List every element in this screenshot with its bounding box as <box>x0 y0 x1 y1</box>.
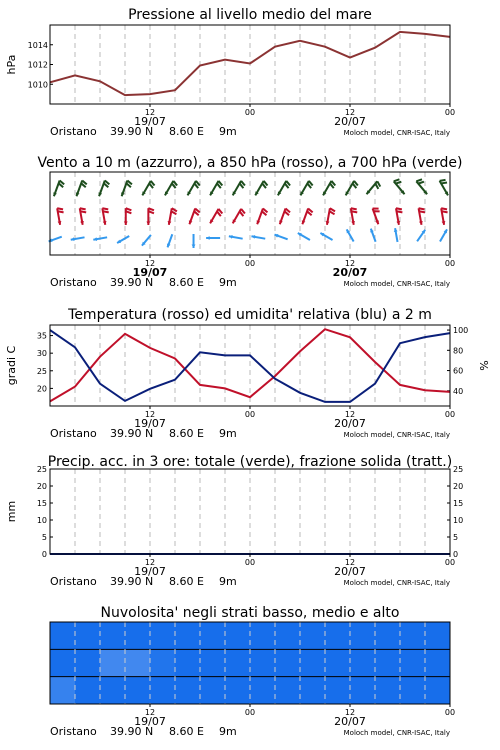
wind-arrow <box>168 208 177 225</box>
wind-arrow <box>142 181 154 196</box>
wind-barb <box>375 184 378 189</box>
cloud-cell <box>125 677 151 704</box>
x-tick-label: 00 <box>244 410 256 419</box>
wind-arrow <box>121 180 132 196</box>
x-tick-label: 00 <box>244 108 256 117</box>
y-tick-label: 15 <box>36 499 47 508</box>
y-axis-label: gradi C <box>5 345 18 386</box>
wind-arrow <box>233 181 245 196</box>
cloud-cell <box>275 649 301 676</box>
date-label: 20/07 <box>334 417 366 430</box>
wind-barb <box>377 181 380 186</box>
wind-barb <box>441 208 447 209</box>
location-lon: 8.60 E <box>169 125 204 138</box>
cloud-cell <box>50 649 76 676</box>
wind-arrow <box>279 208 290 224</box>
y-right-axis-label: % <box>478 360 491 371</box>
x-tick-label: 00 <box>444 410 456 419</box>
date-label: 20/07 <box>334 715 366 728</box>
wind-arrow <box>188 181 200 196</box>
cloud-cell <box>50 677 76 704</box>
cloud-cell <box>325 649 351 676</box>
y-right-tick-label: 10 <box>453 516 464 525</box>
date-label: 19/07 <box>134 565 166 578</box>
y-tick-label: 1012 <box>27 60 48 70</box>
y-right-tick-label: 25 <box>453 465 464 474</box>
wind-arrow <box>189 208 200 224</box>
wind-head <box>192 244 196 248</box>
cloud-cell <box>100 649 126 676</box>
x-tick-label: 12 <box>144 708 156 717</box>
wind-arrow <box>440 229 447 241</box>
location-lat: 39.90 N <box>110 276 154 289</box>
wind-arrow <box>93 237 107 241</box>
cloud-cell <box>175 677 201 704</box>
model-credit: Moloch model, CNR-ISAC, Italy <box>343 729 450 737</box>
wind-arrow <box>419 208 425 225</box>
cloud-cell <box>225 649 251 676</box>
panel-title: Nuvolosita' negli strati basso, medio e alto <box>100 605 400 621</box>
wind-barb <box>103 211 109 212</box>
x-tick-label: 12 <box>344 259 356 268</box>
date-label: 20/07 <box>334 565 366 578</box>
wind-arrow <box>251 235 265 239</box>
model-credit: Moloch model, CNR-ISAC, Italy <box>343 280 450 288</box>
wind-barb <box>416 179 422 181</box>
x-tick-label: 12 <box>344 108 356 117</box>
y-tick-label: 20 <box>36 482 47 491</box>
wind-arrow <box>346 181 358 196</box>
wind-head <box>124 221 128 225</box>
location-elev: 9m <box>219 575 237 588</box>
y-tick-label: 35 <box>36 331 47 341</box>
location-name: Oristano <box>50 575 97 588</box>
wind-barb <box>397 211 403 212</box>
cloud-cell <box>325 677 351 704</box>
y-right-tick-label: 60 <box>453 366 464 376</box>
cloud-cell <box>425 677 451 704</box>
wind-barb <box>419 208 425 209</box>
cloud-cell <box>150 649 176 676</box>
wind-barb <box>441 182 447 183</box>
location-lon: 8.60 E <box>169 427 204 440</box>
cloud-cell <box>400 677 426 704</box>
cloud-cell <box>300 649 326 676</box>
y-right-tick-label: 40 <box>453 386 464 396</box>
location-elev: 9m <box>219 125 237 138</box>
wind-arrow <box>210 209 222 224</box>
cloud-cell <box>350 677 376 704</box>
wind-arrow <box>80 208 86 225</box>
wind-arrow <box>274 234 287 239</box>
wind-barb <box>396 208 402 209</box>
cloud-cell <box>125 622 151 649</box>
wind-barb <box>442 211 448 212</box>
cloud-cell <box>350 622 376 649</box>
wind-arrow <box>396 208 402 225</box>
y-tick-label: 1014 <box>27 40 48 50</box>
y-tick-label: 30 <box>36 349 47 359</box>
location-name: Oristano <box>50 125 97 138</box>
wind-arrow <box>351 208 357 225</box>
cloud-cell <box>375 622 401 649</box>
cloud-cell <box>75 677 101 704</box>
cloud-cell <box>150 677 176 704</box>
wind-barb <box>351 211 357 212</box>
cloud-cell <box>200 649 226 676</box>
cloud-cell <box>100 677 126 704</box>
y-right-tick-label: 100 <box>453 326 469 336</box>
cloud-cell <box>200 622 226 649</box>
location-lat: 39.90 N <box>110 125 154 138</box>
wind-barb <box>440 180 446 181</box>
wind-arrow <box>71 237 85 241</box>
location-lat: 39.90 N <box>110 427 154 440</box>
wind-arrow <box>210 181 222 196</box>
x-tick-label: 00 <box>244 708 256 717</box>
wind-barb <box>418 182 424 184</box>
x-tick-label: 00 <box>444 708 456 717</box>
cloud-cell <box>100 622 126 649</box>
x-tick-label: 00 <box>444 108 456 117</box>
panel-title: Vento a 10 m (azzurro), a 850 hPa (rosso), a 700 hPa (verde) <box>37 155 463 171</box>
wind-arrow <box>206 236 220 240</box>
cloud-cell <box>75 649 101 676</box>
x-tick-label: 12 <box>344 558 356 567</box>
y-right-tick-label: 80 <box>453 346 464 356</box>
y-tick-label: 20 <box>36 384 47 394</box>
wind-arrow <box>117 236 129 243</box>
location-lon: 8.60 E <box>169 575 204 588</box>
cloud-cell <box>250 622 276 649</box>
wind-arrow <box>394 228 398 242</box>
wind-head <box>206 236 210 240</box>
wind-arrow <box>300 181 312 196</box>
wind-arrow <box>416 179 427 194</box>
panel-2 <box>37 155 462 289</box>
cloud-cell <box>50 622 76 649</box>
wind-barb <box>102 208 108 209</box>
model-credit: Moloch model, CNR-ISAC, Italy <box>343 129 450 137</box>
location-lon: 8.60 E <box>169 276 204 289</box>
cloud-cell <box>225 677 251 704</box>
model-credit: Moloch model, CNR-ISAC, Italy <box>343 579 450 587</box>
date-label: 19/07 <box>134 715 166 728</box>
wind-arrow <box>326 208 335 225</box>
cloud-cell <box>125 649 151 676</box>
date-label: 20/07 <box>332 266 368 279</box>
date-label: 20/07 <box>334 115 366 128</box>
panel-4 <box>5 454 463 588</box>
x-tick-label: 00 <box>444 259 456 268</box>
x-tick-label: 12 <box>144 558 156 567</box>
wind-barb <box>351 208 357 209</box>
cloud-cell <box>275 622 301 649</box>
x-tick-label: 12 <box>144 259 156 268</box>
panel-title: Precip. acc. in 3 ore: totale (verde), frazione solida (tratt.) <box>47 454 453 470</box>
wind-arrow <box>257 208 268 224</box>
wind-arrow <box>367 181 381 194</box>
date-label: 19/07 <box>132 266 168 279</box>
wind-arrow <box>124 208 132 225</box>
y-right-tick-label: 0 <box>453 550 459 559</box>
cloud-cell <box>175 649 201 676</box>
wind-barb <box>419 211 425 212</box>
cloud-cell <box>225 622 251 649</box>
x-tick-label: 12 <box>344 410 356 419</box>
location-name: Oristano <box>50 276 97 289</box>
panel-1 <box>5 7 455 138</box>
y-tick-label: 0 <box>41 550 47 559</box>
wind-arrow <box>76 180 87 196</box>
location-name: Oristano <box>50 427 97 440</box>
panel-5 <box>50 605 455 738</box>
location-lon: 8.60 E <box>169 725 204 738</box>
wind-arrow <box>229 235 243 239</box>
cloud-cell <box>400 649 426 676</box>
wind-arrow <box>441 208 447 225</box>
y-tick-label: 25 <box>36 465 47 474</box>
wind-arrow <box>255 181 267 196</box>
cloud-cell <box>300 677 326 704</box>
cloud-cell <box>250 677 276 704</box>
wind-barb <box>80 208 86 209</box>
wind-arrow <box>417 230 425 241</box>
wind-barb <box>57 208 63 209</box>
y-axis-label: hPa <box>5 54 18 75</box>
cloud-cell <box>200 677 226 704</box>
x-tick-label: 00 <box>444 558 456 567</box>
cloud-cell <box>425 622 451 649</box>
location-elev: 9m <box>219 276 237 289</box>
cloud-cell <box>325 622 351 649</box>
wind-arrow <box>373 208 380 224</box>
model-credit: Moloch model, CNR-ISAC, Italy <box>343 431 450 439</box>
wind-barb <box>58 211 64 212</box>
x-tick-label: 00 <box>244 259 256 268</box>
cloud-cell <box>375 677 401 704</box>
cloud-cell <box>425 649 451 676</box>
cloud-cell <box>350 649 376 676</box>
y-right-tick-label: 5 <box>453 533 459 542</box>
wind-head <box>146 221 150 225</box>
wind-arrow <box>192 234 196 248</box>
cloud-cell <box>75 622 101 649</box>
x-tick-label: 12 <box>144 410 156 419</box>
wind-arrow <box>57 208 63 225</box>
panel-title: Temperatura (rosso) ed umidita' relativa (blu) a 2 m <box>68 307 432 323</box>
x-tick-label: 00 <box>244 558 256 567</box>
x-tick-label: 12 <box>344 708 356 717</box>
location-lat: 39.90 N <box>110 725 154 738</box>
date-label: 19/07 <box>134 115 166 128</box>
wind-barb <box>80 211 86 212</box>
y-right-tick-label: 15 <box>453 499 464 508</box>
panel-3 <box>5 307 491 440</box>
wind-arrow <box>320 233 332 240</box>
y-tick-label: 25 <box>36 366 47 376</box>
location-elev: 9m <box>219 725 237 738</box>
pressure-line <box>50 32 450 95</box>
cloud-cell <box>275 677 301 704</box>
location-name: Oristano <box>50 725 97 738</box>
x-tick-label: 12 <box>144 108 156 117</box>
wind-arrow <box>394 179 405 194</box>
wind-arrow <box>102 208 108 225</box>
cloud-cell <box>250 649 276 676</box>
location-elev: 9m <box>219 427 237 440</box>
wind-arrow <box>233 209 245 224</box>
panel-title: Pressione al livello medio del mare <box>128 7 372 23</box>
wind-arrow <box>167 234 172 247</box>
y-right-tick-label: 20 <box>453 482 464 491</box>
wind-arrow <box>302 208 313 224</box>
wind-arrow <box>440 180 448 196</box>
date-label: 19/07 <box>134 417 166 430</box>
cloud-cell <box>300 622 326 649</box>
wind-arrow <box>49 237 62 242</box>
wind-arrow <box>278 181 290 196</box>
y-tick-label: 1010 <box>27 80 48 90</box>
cloud-cell <box>150 622 176 649</box>
cloud-cell <box>400 622 426 649</box>
cloud-cell <box>375 649 401 676</box>
y-axis-label: mm <box>5 500 18 523</box>
location-lat: 39.90 N <box>110 575 154 588</box>
wind-arrow <box>53 180 64 196</box>
wind-barb <box>394 179 400 181</box>
y-tick-label: 10 <box>36 516 47 525</box>
y-tick-label: 5 <box>41 533 47 542</box>
cloud-cell <box>175 622 201 649</box>
